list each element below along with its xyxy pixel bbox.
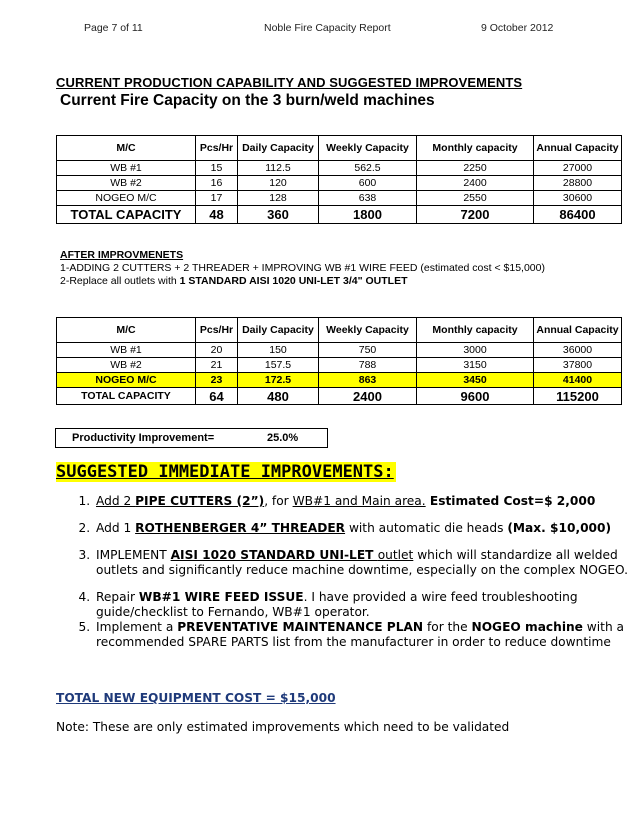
item-text: with automatic die heads xyxy=(345,521,508,535)
list-item xyxy=(94,494,634,509)
item-text: , for xyxy=(264,494,293,508)
table-cell: 750 xyxy=(319,343,417,358)
table-cell: 37800 xyxy=(534,358,622,373)
table-header-row xyxy=(57,318,622,343)
total-row xyxy=(57,388,622,405)
table-cell: WB #1 xyxy=(57,343,196,358)
col-header: Monthly capacity xyxy=(417,318,534,343)
total-equipment-cost: TOTAL NEW EQUIPMENT COST = $15,000 xyxy=(56,691,336,705)
item-bold: (Max. $10,000) xyxy=(507,521,612,535)
item-text: Add 2 xyxy=(96,494,136,508)
table-cell: 150 xyxy=(238,343,319,358)
table-cell: 3150 xyxy=(417,358,534,373)
section-subtitle: Current Fire Capacity on the 3 burn/weld machines xyxy=(60,92,435,109)
table-cell: 1800 xyxy=(319,206,417,224)
table-cell: 128 xyxy=(238,191,319,206)
table-cell: WB #2 xyxy=(57,358,196,373)
table-cell: TOTAL CAPACITY xyxy=(57,388,196,405)
item-text: for the xyxy=(423,620,472,634)
table-cell: 64 xyxy=(196,388,238,405)
productivity-box xyxy=(55,428,328,448)
item-text: WB#1 and Main area. xyxy=(292,494,426,508)
item-text: Add 1 xyxy=(96,521,136,535)
list-item xyxy=(94,620,634,650)
list-item xyxy=(94,548,634,578)
page-number: Page 7 of 11 xyxy=(84,22,143,34)
table-cell: 23 xyxy=(196,373,238,388)
table-cell: 16 xyxy=(196,176,238,191)
after-line-2-bold: 1 STANDARD AISI 1020 UNI-LET 3/4" OUTLET xyxy=(179,275,408,287)
table-cell: 157.5 xyxy=(238,358,319,373)
item-bold: PIPE CUTTERS (2”) xyxy=(135,494,265,508)
table-cell: 86400 xyxy=(534,206,622,224)
note-text: Note: These are only estimated improvements which need to be validated xyxy=(56,720,510,734)
after-heading: AFTER IMPROVMENETS xyxy=(60,249,184,261)
table-cell: NOGEO M/C xyxy=(57,373,196,388)
item-text: outlet xyxy=(377,548,414,562)
item-text: IMPLEMENT xyxy=(96,548,171,562)
improved-capacity-table xyxy=(56,317,622,405)
table-cell: 112.5 xyxy=(238,161,319,176)
col-header: Daily Capacity xyxy=(238,136,319,161)
table-header-row xyxy=(57,136,622,161)
table-cell: 480 xyxy=(238,388,319,405)
table-cell: 600 xyxy=(319,176,417,191)
item-text: which will standardize all welded outlets and significantly reduce machine downtime, especially on the complex NOGEO. xyxy=(96,548,629,577)
table-cell: NOGEO M/C xyxy=(57,191,196,206)
item-text: . I have provided a wire feed troubleshooting guide/checklist to Fernando, WB#1 operator. xyxy=(96,590,578,619)
item-bold: WB#1 WIRE FEED ISSUE xyxy=(138,590,304,604)
table-cell: 30600 xyxy=(534,191,622,206)
table-cell: 15 xyxy=(196,161,238,176)
report-title: Noble Fire Capacity Report xyxy=(264,22,391,34)
col-header: Pcs/Hr xyxy=(196,318,238,343)
current-capacity-table xyxy=(56,135,622,224)
item-bold: Estimated Cost=$ 2,000 xyxy=(425,494,596,508)
after-improvements xyxy=(60,249,545,288)
table-cell: 2400 xyxy=(417,176,534,191)
table-cell: 41400 xyxy=(534,373,622,388)
table-cell: 48 xyxy=(196,206,238,224)
table-cell: 562.5 xyxy=(319,161,417,176)
col-header: Annual Capacity xyxy=(534,136,622,161)
item-text: Repair xyxy=(96,590,139,604)
improvements-list xyxy=(56,494,634,650)
table-cell: TOTAL CAPACITY xyxy=(57,206,196,224)
table-cell: 2550 xyxy=(417,191,534,206)
item-bold: NOGEO machine xyxy=(471,620,583,634)
item-bold: ROTHENBERGER 4” THREADER xyxy=(135,521,346,535)
table-cell: 17 xyxy=(196,191,238,206)
table-cell: 7200 xyxy=(417,206,534,224)
productivity-value: 25.0% xyxy=(267,432,299,444)
table-cell: 9600 xyxy=(417,388,534,405)
table-row xyxy=(57,343,622,358)
table-row xyxy=(57,176,622,191)
table-cell: WB #1 xyxy=(57,161,196,176)
suggested-title: SUGGESTED IMMEDIATE IMPROVEMENTS: xyxy=(56,462,394,482)
item-bold: AISI 1020 STANDARD UNI-LET xyxy=(170,548,378,562)
productivity-label: Productivity Improvement= xyxy=(72,432,215,444)
total-row xyxy=(57,206,622,224)
table-cell: 20 xyxy=(196,343,238,358)
item-bold: PREVENTATIVE MAINTENANCE PLAN xyxy=(177,620,424,634)
table-cell: 3000 xyxy=(417,343,534,358)
col-header: Monthly capacity xyxy=(417,136,534,161)
table-cell: 2250 xyxy=(417,161,534,176)
table-cell: 3450 xyxy=(417,373,534,388)
table-row xyxy=(57,358,622,373)
table-cell: 36000 xyxy=(534,343,622,358)
report-date: 9 October 2012 xyxy=(481,22,554,34)
table-cell: 115200 xyxy=(534,388,622,405)
table-cell: 172.5 xyxy=(238,373,319,388)
col-header: Annual Capacity xyxy=(534,318,622,343)
table-cell: 21 xyxy=(196,358,238,373)
table-cell: 638 xyxy=(319,191,417,206)
col-header: Weekly Capacity xyxy=(319,318,417,343)
table-cell: 863 xyxy=(319,373,417,388)
table-cell: 2400 xyxy=(319,388,417,405)
list-item xyxy=(94,590,634,620)
table-cell: WB #2 xyxy=(57,176,196,191)
table-cell: 28800 xyxy=(534,176,622,191)
table-cell: 360 xyxy=(238,206,319,224)
highlighted-row xyxy=(57,373,622,388)
col-header: Daily Capacity xyxy=(238,318,319,343)
table-cell: 788 xyxy=(319,358,417,373)
section-title: CURRENT PRODUCTION CAPABILITY AND SUGGESTED IMPROVEMENTS xyxy=(56,75,523,90)
table-row xyxy=(57,161,622,176)
col-header: M/C xyxy=(57,318,196,343)
after-line-2-text: 2-Replace all outlets with xyxy=(60,275,180,287)
table-row xyxy=(57,191,622,206)
after-line-1: 1-ADDING 2 CUTTERS + 2 THREADER + IMPROVING WB #1 WIRE FEED (estimated cost < $15,000) xyxy=(60,262,545,274)
col-header: Weekly Capacity xyxy=(319,136,417,161)
col-header: Pcs/Hr xyxy=(196,136,238,161)
page-header xyxy=(0,22,638,38)
item-text: with a recommended SPARE PARTS list from the manufacturer in order to reduce downtime xyxy=(96,620,625,649)
item-text: Implement a xyxy=(96,620,178,634)
after-line-2 xyxy=(60,275,545,288)
list-item xyxy=(94,521,634,536)
table-cell: 27000 xyxy=(534,161,622,176)
col-header: M/C xyxy=(57,136,196,161)
table-cell: 120 xyxy=(238,176,319,191)
